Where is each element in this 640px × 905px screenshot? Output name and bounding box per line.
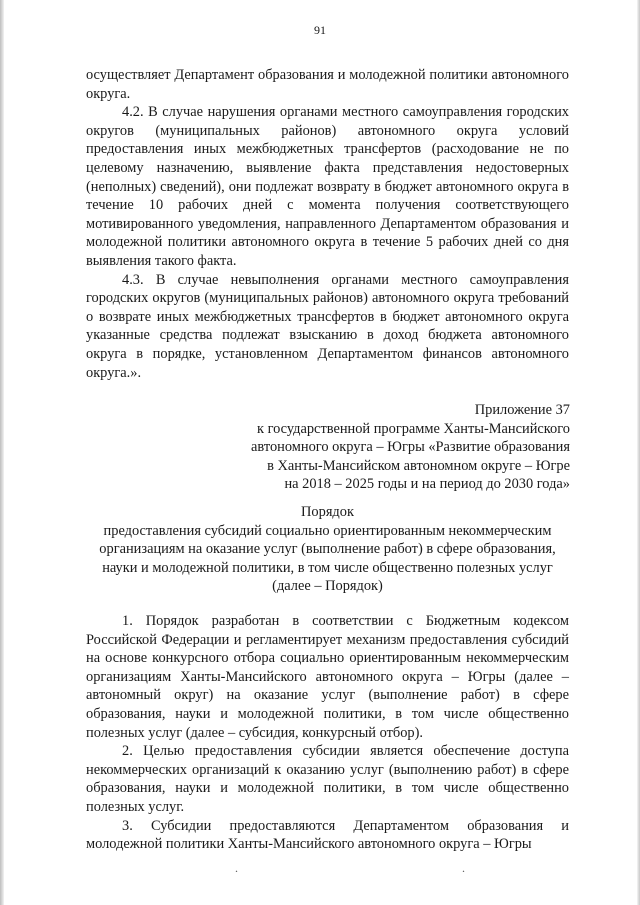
appendix-line: в Ханты-Мансийском автономном округе – Югре	[267, 457, 570, 474]
appendix-header	[170, 401, 570, 494]
paragraph-4-2: 4.2. В случае нарушения органами местного самоуправления городских округов (муниципальных районов) автономного округа условий предоставления иных межбюджетных трансфертов (расходование не по целевому назначению, выявление факта представления недостоверных (неполных) сведений), они подлежат возврату в бюджет автономного округа в течение 10 рабочих дней с момента получения соответствующего мотивированного уведомления, направленного Департаментом образования и молодежной политики автономного округа в течение 5 рабочих дней со дня выявления такого факта.	[86, 104, 569, 269]
title-line: предоставления субсидий социально ориентированным некоммерческим	[103, 522, 552, 539]
document-title	[86, 503, 569, 596]
footer-mark: .	[235, 861, 238, 875]
paragraph-continuation: осуществляет Департамент образования и молодежной политики автономного округа.	[86, 67, 569, 102]
title-line: науки и молодежной политики, в том числе общественно полезных услуг	[102, 559, 553, 576]
title-heading: Порядок	[301, 504, 354, 520]
section-4-text	[86, 66, 569, 382]
page-number: 91	[314, 23, 326, 37]
paragraph-1: 1. Порядок разработан в соответствии с Бюджетным кодексом Российской Федерации и регламентирует механизм предоставления субсидий на основе конкурсного отбора социально ориентированным некоммерческим организациям Ханты-Мансийского автономного округа – Югры (далее – автономный округ) на оказание услуг (выполнение работ) в сфере образования, науки и молодежной политики, в том числе общественно полезных услуг (далее – субсидия, конкурсный отбор).	[86, 613, 569, 741]
footer-mark: .	[462, 861, 465, 875]
title-line: организациям на оказание услуг (выполнение работ) в сфере образования,	[99, 541, 556, 558]
appendix-line: автономного округа – Югры «Развитие образования	[251, 439, 570, 456]
appendix-title: Приложение 37	[474, 402, 570, 418]
procedure-body	[86, 612, 569, 854]
paragraph-4-3: 4.3. В случае невыполнения органами местного самоуправления городских округов (муниципальных районов) автономного округа требований о возврате иных межбюджетных трансфертов в бюджет автономного округа указанные средства подлежат взысканию в доход бюджета автономного округа в порядке, установленном Департаментом финансов автономного округа.».	[86, 271, 569, 381]
scan-edge-left	[0, 0, 4, 905]
appendix-line: на 2018 – 2025 годы и на период до 2030 года»	[284, 476, 570, 493]
paragraph-2: 2. Целью предоставления субсидии является обеспечение доступа некоммерческих организаций к оказанию услуг (выполнению работ) в сфере образования, науки и молодежной политики, в том числе общественно полезных услуг.	[86, 743, 569, 815]
paragraph-3: 3. Субсидии предоставляются Департаментом образования и молодежной политики Ханты-Мансийского автономного округа – Югры	[86, 817, 569, 853]
title-line: (далее – Порядок)	[272, 578, 383, 595]
appendix-line: к государственной программе Ханты-Мансийского	[256, 420, 570, 437]
